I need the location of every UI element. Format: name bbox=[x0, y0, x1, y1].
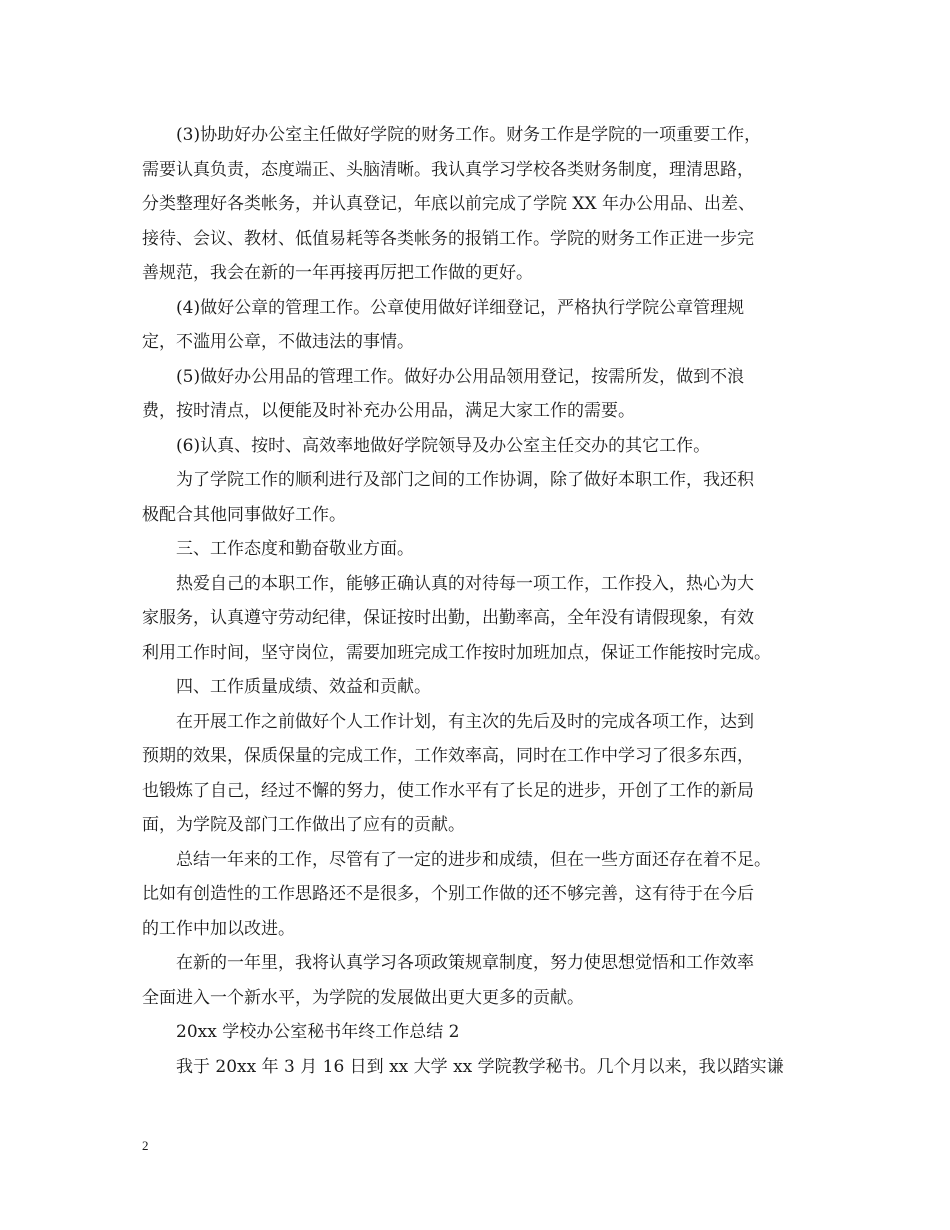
text-line: 面，为学院及部门工作做出了应有的贡献。 bbox=[142, 815, 465, 835]
document-body bbox=[142, 118, 832, 1084]
text-line: 定，不滥用公章，不做违法的事情。 bbox=[142, 332, 414, 352]
page-number: 2 bbox=[142, 1138, 149, 1153]
text-line: 利用工作时间，坚守岗位，需要加班完成工作按时加班加点，保证工作能按时完成。 bbox=[142, 642, 771, 663]
text-line: (4)做好公章的管理工作。公章使用做好详细登记，严格执行学院公章管理规 bbox=[176, 297, 745, 318]
text-line: 四、工作质量成绩、效益和贡献。 bbox=[176, 677, 431, 697]
text-line: 费，按时清点，以便能及时补充办公用品，满足大家工作的需要。 bbox=[142, 401, 635, 421]
text-line: 比如有创造性的工作思路还不是很多，个别工作做的还不够完善，这有待于在今后 bbox=[142, 884, 754, 904]
text-line: (3)协助好办公室主任做好学院的财务工作。财务工作是学院的一项重要工作， bbox=[176, 125, 762, 145]
text-line: (5)做好办公用品的管理工作。做好办公用品领用登记，按需所发，做到不浪 bbox=[176, 366, 745, 387]
text-line: 也锻炼了自己，经过不懈的努力，使工作水平有了长足的进步，开创了工作的新局 bbox=[142, 780, 754, 801]
text-line: 的工作中加以改进。 bbox=[142, 918, 295, 939]
text-line: 预期的效果，保质保量的完成工作，工作效率高，同时在工作中学习了很多东西， bbox=[142, 746, 754, 766]
text-line: 20xx 学校办公室秘书年终工作总结 2 bbox=[176, 1022, 460, 1042]
text-line: 热爱自己的本职工作，能够正确认真的对待每一项工作，工作投入，热心为大 bbox=[176, 573, 754, 594]
text-line: 在开展工作之前做好个人工作计划，有主次的先后及时的完成各项工作，达到 bbox=[176, 711, 754, 732]
text-line: 家服务，认真遵守劳动纪律，保证按时出勤，出勤率高，全年没有请假现象，有效 bbox=[142, 608, 754, 628]
text-line: 善规范，我会在新的一年再接再厉把工作做的更好。 bbox=[142, 263, 533, 283]
text-line: (6)认真、按时、高效率地做好学院领导及办公室主任交办的其它工作。 bbox=[176, 435, 711, 456]
text-line: 我于 20xx 年 3 月 16 日到 xx 大学 xx 学院教学秘书。几个月以来，我以踏实谦 bbox=[176, 1056, 784, 1077]
text-line: 为了学院工作的顺利进行及部门之间的工作协调，除了做好本职工作，我还积 bbox=[176, 470, 754, 490]
text-line: 需要认真负责，态度端正、头脑清晰。我认真学习学校各类财务制度，理清思路， bbox=[142, 159, 754, 180]
text-line: 极配合其他同事做好工作。 bbox=[142, 504, 346, 525]
text-line: 分类整理好各类帐务，并认真登记，年底以前完成了学院 XX 年办公用品、出差、 bbox=[142, 194, 756, 214]
text-line: 在新的一年里，我将认真学习各项政策规章制度，努力使思想觉悟和工作效率 bbox=[176, 953, 754, 973]
text-line: 接待、会议、教材、低值易耗等各类帐务的报销工作。学院的财务工作正进一步完 bbox=[142, 228, 754, 249]
text-line: 全面进入一个新水平，为学院的发展做出更大更多的贡献。 bbox=[142, 987, 584, 1008]
text-line: 总结一年来的工作，尽管有了一定的进步和成绩，但在一些方面还存在着不足。 bbox=[176, 849, 771, 870]
text-line: 三、工作态度和勤奋敬业方面。 bbox=[176, 539, 414, 559]
